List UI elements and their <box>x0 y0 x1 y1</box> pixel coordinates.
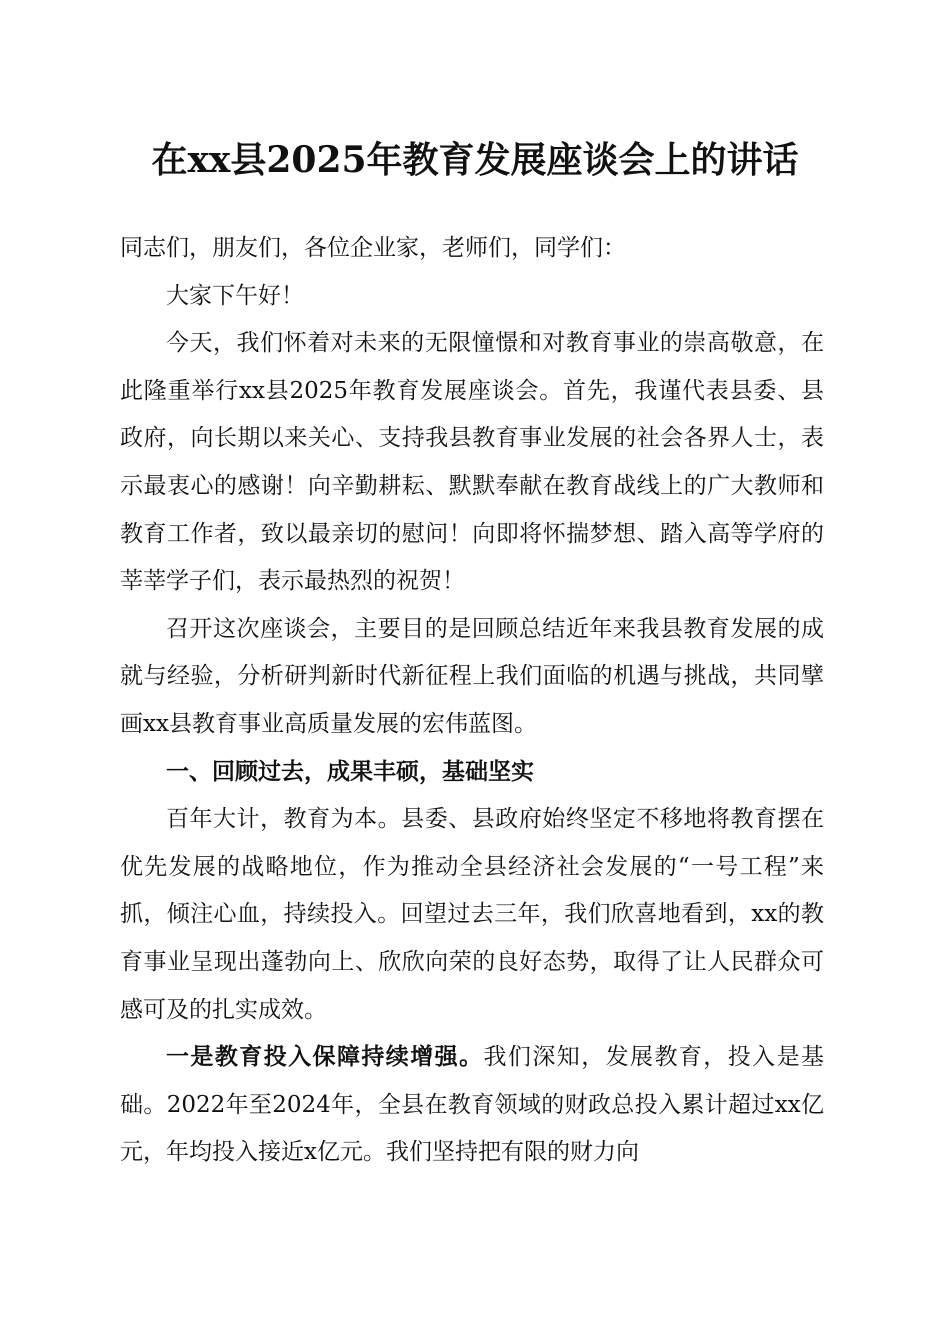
paragraph-section1: 百年大计，教育为本。县委、县政府始终坚定不移地将教育摆在优先发展的战略地位，作为推动全县经济社会发展的“一号工程”来抓，倾注心血，持续投入。回望过去三年，我们欣喜地看到，xx的教育事业呈现出蓬勃向上、欣欣向荣的良好态势，取得了让人民群众可感可及的扎实成效。 <box>120 806 824 1023</box>
document-body <box>120 225 824 1177</box>
point1-body: 我们深知，发展教育，投入是基础。2022年至2024年，全县在教育领域的财政总投入累计超过xx亿元，年均投入接近x亿元。我们坚持把有限的财力向 <box>120 1044 825 1166</box>
paragraph-intro: 今天，我们怀着对未来的无限憧憬和对教育事业的崇高敬意，在此隆重举行xx县2025年教育发展座谈会。首先，我谨代表县委、县政府，向长期以来关心、支持我县教育事业发展的社会各界人士，表示最衷心的感谢！向辛勤耕耘、默默奉献在教育战线上的广大教师和教育工作者，致以最亲切的慰问！向即将怀揣梦想、踏入高等学府的莘莘学子们，表示最热烈的祝贺！ <box>120 330 824 595</box>
paragraph-purpose: 召开这次座谈会，主要目的是回顾总结近年来我县教育发展的成就与经验，分析研判新时代新征程上我们面临的机遇与挑战，共同擘画xx县教育事业高质量发展的宏伟蓝图。 <box>120 615 824 737</box>
section-heading: 一、回顾过去，成果丰硕，基础坚实 <box>166 758 534 785</box>
point1-lead: 一是教育投入保障持续增强。 <box>166 1044 484 1071</box>
greeting: 大家下午好！ <box>166 282 304 309</box>
page-title: 在xx县2025年教育发展座谈会上的讲话 <box>151 139 799 181</box>
paragraph-point1 <box>120 1034 824 1177</box>
salutation: 同志们，朋友们，各位企业家，老师们，同学们： <box>120 235 626 261</box>
